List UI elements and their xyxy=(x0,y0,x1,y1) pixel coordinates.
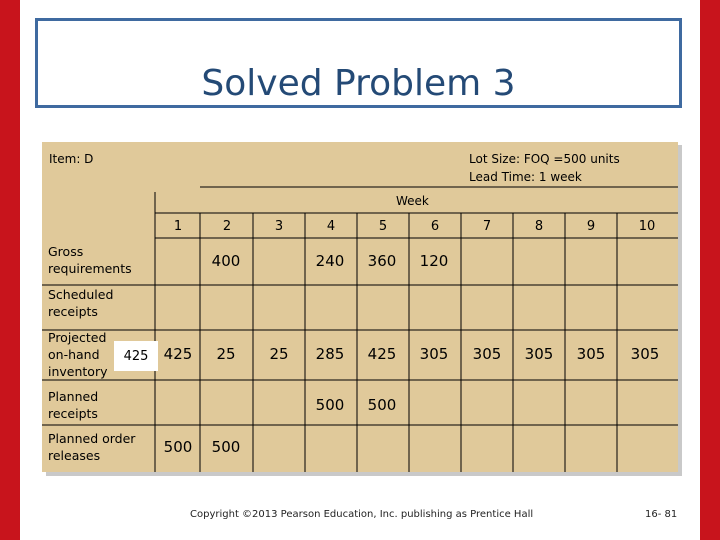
table-cell: 25 xyxy=(269,345,289,363)
table-cell: 360 xyxy=(367,252,397,270)
row-label-line: requirements xyxy=(48,261,132,276)
table-cell: 500 xyxy=(315,396,345,414)
row-label-line: Planned order xyxy=(48,431,136,446)
table-cell: 500 xyxy=(163,438,193,456)
week-number: 9 xyxy=(586,219,596,234)
copyright-footer: Copyright ©2013 Pearson Education, Inc. publishing as Prentice Hall xyxy=(190,509,534,520)
row-label-line: releases xyxy=(48,448,101,463)
week-number: 2 xyxy=(222,219,232,234)
lot-size-label: Lot Size: FOQ =500 units xyxy=(469,152,620,166)
table-cell: 305 xyxy=(630,345,660,363)
week-number: 6 xyxy=(430,219,440,234)
table-cell: 425 xyxy=(163,345,193,363)
row-label-line: Gross xyxy=(48,244,84,259)
week-number: 1 xyxy=(173,219,183,234)
row-label-line: inventory xyxy=(48,364,108,379)
week-number: 4 xyxy=(326,219,336,234)
table-cell: 25 xyxy=(216,345,236,363)
row-label-planned-order-releases xyxy=(48,430,135,464)
row-label-planned-receipts xyxy=(48,388,98,422)
row-label-line: receipts xyxy=(48,406,98,421)
week-header: Week xyxy=(396,194,429,208)
week-number: 3 xyxy=(274,219,284,234)
slide-title: Solved Problem 3 xyxy=(201,63,516,104)
row-label-line: receipts xyxy=(48,304,98,319)
table-cell: 305 xyxy=(472,345,502,363)
page-number: 16- 81 xyxy=(645,509,678,520)
item-label: Item: D xyxy=(49,152,94,166)
row-label-line: Scheduled xyxy=(48,287,114,302)
table-cell: 305 xyxy=(419,345,449,363)
row-label-line: Planned xyxy=(48,389,99,404)
row-label-gross-requirements xyxy=(48,243,132,277)
table-cell: 285 xyxy=(315,345,345,363)
row-label-line: Projected xyxy=(48,330,107,345)
row-label-scheduled-receipts xyxy=(48,286,113,320)
table-cell: 425 xyxy=(367,345,397,363)
initial-on-hand-value: 425 xyxy=(114,341,158,371)
week-number: 8 xyxy=(534,219,544,234)
table-cell: 400 xyxy=(211,252,241,270)
row-label-line: on-hand xyxy=(48,347,100,362)
table-cell: 500 xyxy=(367,396,397,414)
table-cell: 500 xyxy=(211,438,241,456)
table-cell: 305 xyxy=(524,345,554,363)
row-label-projected-on-hand xyxy=(48,329,108,380)
week-number: 10 xyxy=(638,219,656,234)
week-number: 5 xyxy=(378,219,388,234)
lead-time-label: Lead Time: 1 week xyxy=(469,170,582,184)
table-cell: 120 xyxy=(419,252,449,270)
week-number: 7 xyxy=(482,219,492,234)
table-cell: 305 xyxy=(576,345,606,363)
table-cell: 240 xyxy=(315,252,345,270)
